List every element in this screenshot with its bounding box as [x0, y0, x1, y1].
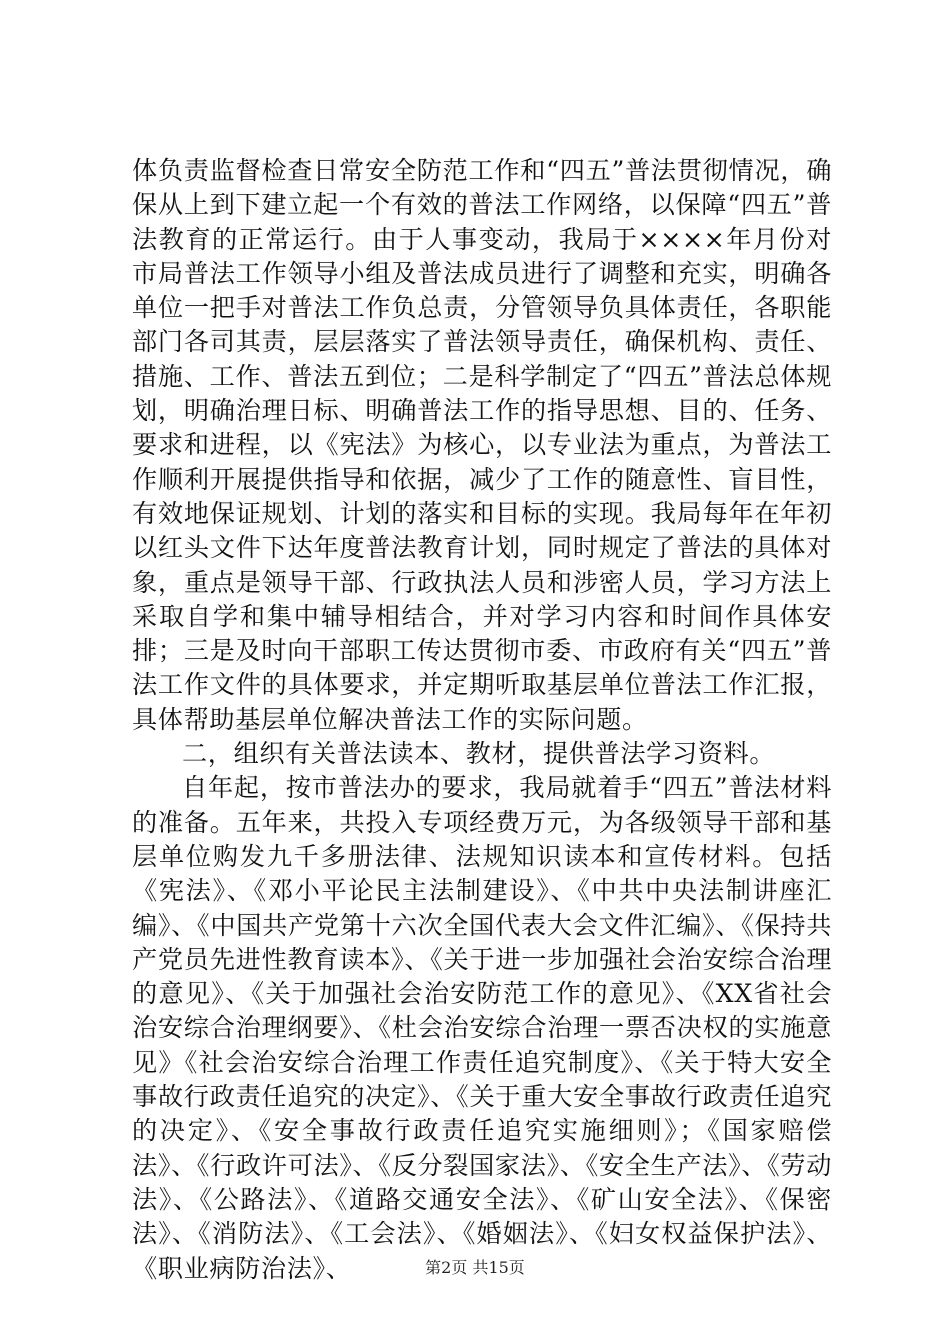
paragraph-continued: 体负责监督检查日常安全防范工作和“四五”普法贯彻情况，确保从上到下建立起一个有效的普法工作网络，以保障“四五”普法教育的正常运行。由于人事变动，我局于××××年月份对市局普法工作领导小组及普法成员进行了调整和充实，明确各单位一把手对普法工作负总责，分管领导负具体责任，各职能部门各司其责，层层落实了普法领导责任，确保机构、责任、措施、工作、普法五到位；二是科学制定了“四五”普法总体规划，明确治理日标、明确普法工作的指导思想、目的、任务、要求和进程，以《宪法》为核心，以专业法为重点，为普法工作顺利开展提供指导和依据，减少了工作的随意性、盲目性，有效地保证规划、计划的落实和目标的实现。我局每年在年初以红头文件下达年度普法教育计划，同时规定了普法的具体对象，重点是领导干部、行政执法人员和涉密人员，学习方法上采取自学和集中辅导相结合，并对学习内容和时间作具体安排；三是及时向干部职工传达贯彻市委、市政府有关“四五”普法工作文件的具体要求，并定期听取基层单位普法工作汇报，具体帮助基层单位解决普法工作的实际问题。 — [132, 156, 832, 734]
paragraph-materials: 自年起，按市普法办的要求，我局就着手“四五”普法材料的准备。五年来，共投入专项经费万元，为各级领导干部和基层单位购发九千多册法律、法规知识读本和宣传材料。包括《宪法》、《邓小平论民主法制建设》、《中共中央法制讲座汇编》、《中国共产党第十六次全国代表大会文件汇编》、《保持共产党员先进性教育读本》、《关于进一步加强社会治安综合治理的意见》、《关于加强社会治安防范工作的意见》、《XX省社会治安综合治理纲要》、《杜会治安综合治理一票否决权的实施意见》《社会治安综合治理工作责任追究制度》、《关于特大安全事故行政责任追究的决定》、《关于重大安全事故行政责任追究的决定》、《安全事故行政责任追究实施细则》；《国家赔偿法》、《行政许可法》、《反分裂国家法》、《安全生产法》、《劳动法》、《公路法》、《道路交通安全法》、《矿山安全法》、《保密法》、《消防法》、《工会法》、《婚姻法》、《妇女权益保护法》、《职业病防治法》、 — [132, 773, 832, 1283]
document-body — [132, 154, 832, 1286]
section-heading-two: 二，组织有关普法读本、教材，提供普法学习资料。 — [182, 739, 776, 769]
page-number: 第2页 共15页 — [425, 1258, 525, 1277]
